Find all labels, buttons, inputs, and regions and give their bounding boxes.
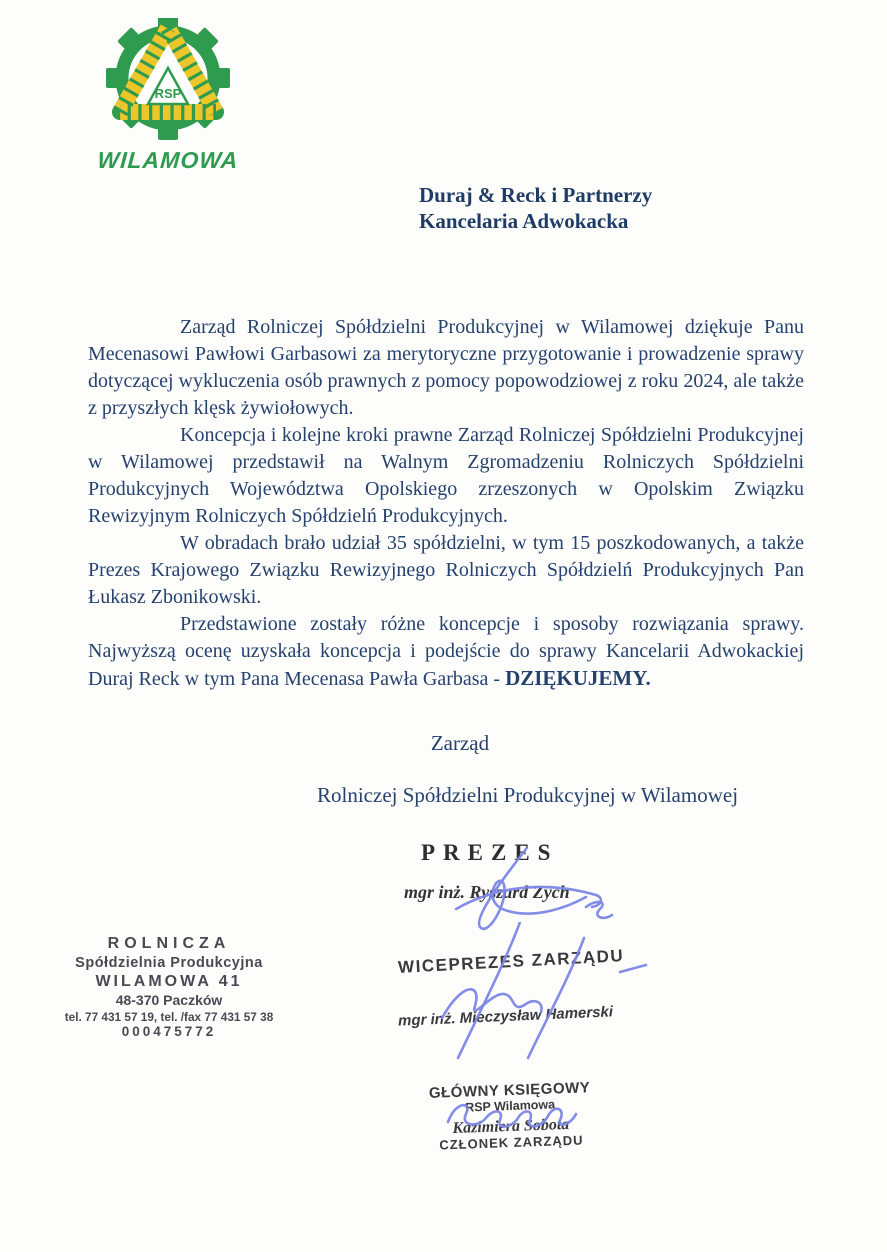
paragraph-2: Koncepcja i kolejne kroki prawne Zarząd Rolniczej Spółdzielni Produkcyjnej w Wilamowej przedstawił na Walnym Zgromadzeniu Rolniczych Spółdzielni Produkcyjnych Województwa Opolskiego zrzeszonych w Opolskim Związku Rewizyjnym Rolniczych Spółdzielń Produkcyjnych. — [88, 424, 804, 527]
ksiegowy-org-stamp: RSP Wilamowa — [464, 1097, 556, 1115]
paragraph-4-text: Przedstawione zostały różne koncepcje i sposoby rozwiązania sprawy. Najwyższą ocenę uzyskała koncepcja i podejście do sprawy Kancelarii Adwokackiej Duraj Reck w tym Pana Mecenasa Pawła Garbasa - — [88, 613, 804, 690]
stamp-phone: tel. 77 431 57 19, tel. /fax 77 431 57 38 — [64, 1009, 274, 1024]
recipient-line1: Duraj & Reck i Partnerzy — [419, 183, 653, 207]
rsp-emblem-icon — [94, 18, 242, 146]
ksiegowy-title-stamp: GŁÓWNY KSIĘGOWY — [428, 1079, 591, 1102]
paragraph-4 — [88, 611, 804, 693]
ksiegowy-signature-scribble — [442, 1092, 582, 1137]
stamp-org-type: Spółdzielnia Produkcyjna — [75, 955, 263, 971]
stamp-regon: 000475772 — [121, 1024, 217, 1040]
paragraph-4-emphasis: DZIĘKUJEMY. — [505, 666, 651, 690]
rsp-wilamowa-logo — [94, 18, 242, 174]
prezes-title-stamp: PREZES — [421, 840, 559, 865]
ksiegowy-name-stamp: Kazimiera Sobota — [452, 1115, 570, 1137]
logo-abbr-label: RSP — [154, 86, 182, 101]
wiceprezes-title-stamp: WICEPREZES ZARZĄDU — [397, 946, 625, 977]
closing-line2: Rolniczej Spółdzielni Produkcyjnej w Wilamowej — [317, 783, 739, 807]
recipient-line2: Kancelaria Adwokacka — [419, 209, 629, 233]
org-address-stamp — [58, 934, 280, 1041]
letter-body — [88, 314, 804, 693]
paragraph-3: W obradach brało udział 35 spółdzielni, w tym 15 poszkodowanych, a także Prezes Krajowego Związku Rewizyjnego Rolniczych Spółdzielń Produkcyjnych Pan Łukasz Zbonikowski. — [88, 532, 804, 608]
stamp-org-name: ROLNICZA — [107, 935, 231, 952]
wiceprezes-signature-scribble — [432, 922, 657, 1060]
stamp-address-line2: 48-370 Paczków — [115, 992, 223, 1009]
recipient-block — [419, 182, 652, 234]
stamp-address-line1: WILAMOWA 41 — [95, 973, 243, 991]
wiceprezes-name-stamp: mgr inż. Mieczysław Hamerski — [397, 1003, 614, 1030]
closing-line1: Zarząd — [430, 731, 490, 755]
ksiegowy-role-stamp: CZŁONEK ZARZĄDU — [439, 1132, 584, 1153]
logo-wordmark: WILAMOWA — [96, 147, 240, 173]
prezes-name-stamp: mgr inż. Ryszard Zych — [404, 882, 570, 902]
paragraph-1: Zarząd Rolniczej Spółdzielni Produkcyjnej w Wilamowej dziękuje Panu Mecenasowi Pawłowi Garbasowi za merytoryczne przygotowanie i prowadzenie sprawy dotyczącej wykluczenia osób prawnych z pomocy popowodziowej z roku 2024, ale także z przyszłych klęsk żywiołowych. — [88, 316, 804, 419]
